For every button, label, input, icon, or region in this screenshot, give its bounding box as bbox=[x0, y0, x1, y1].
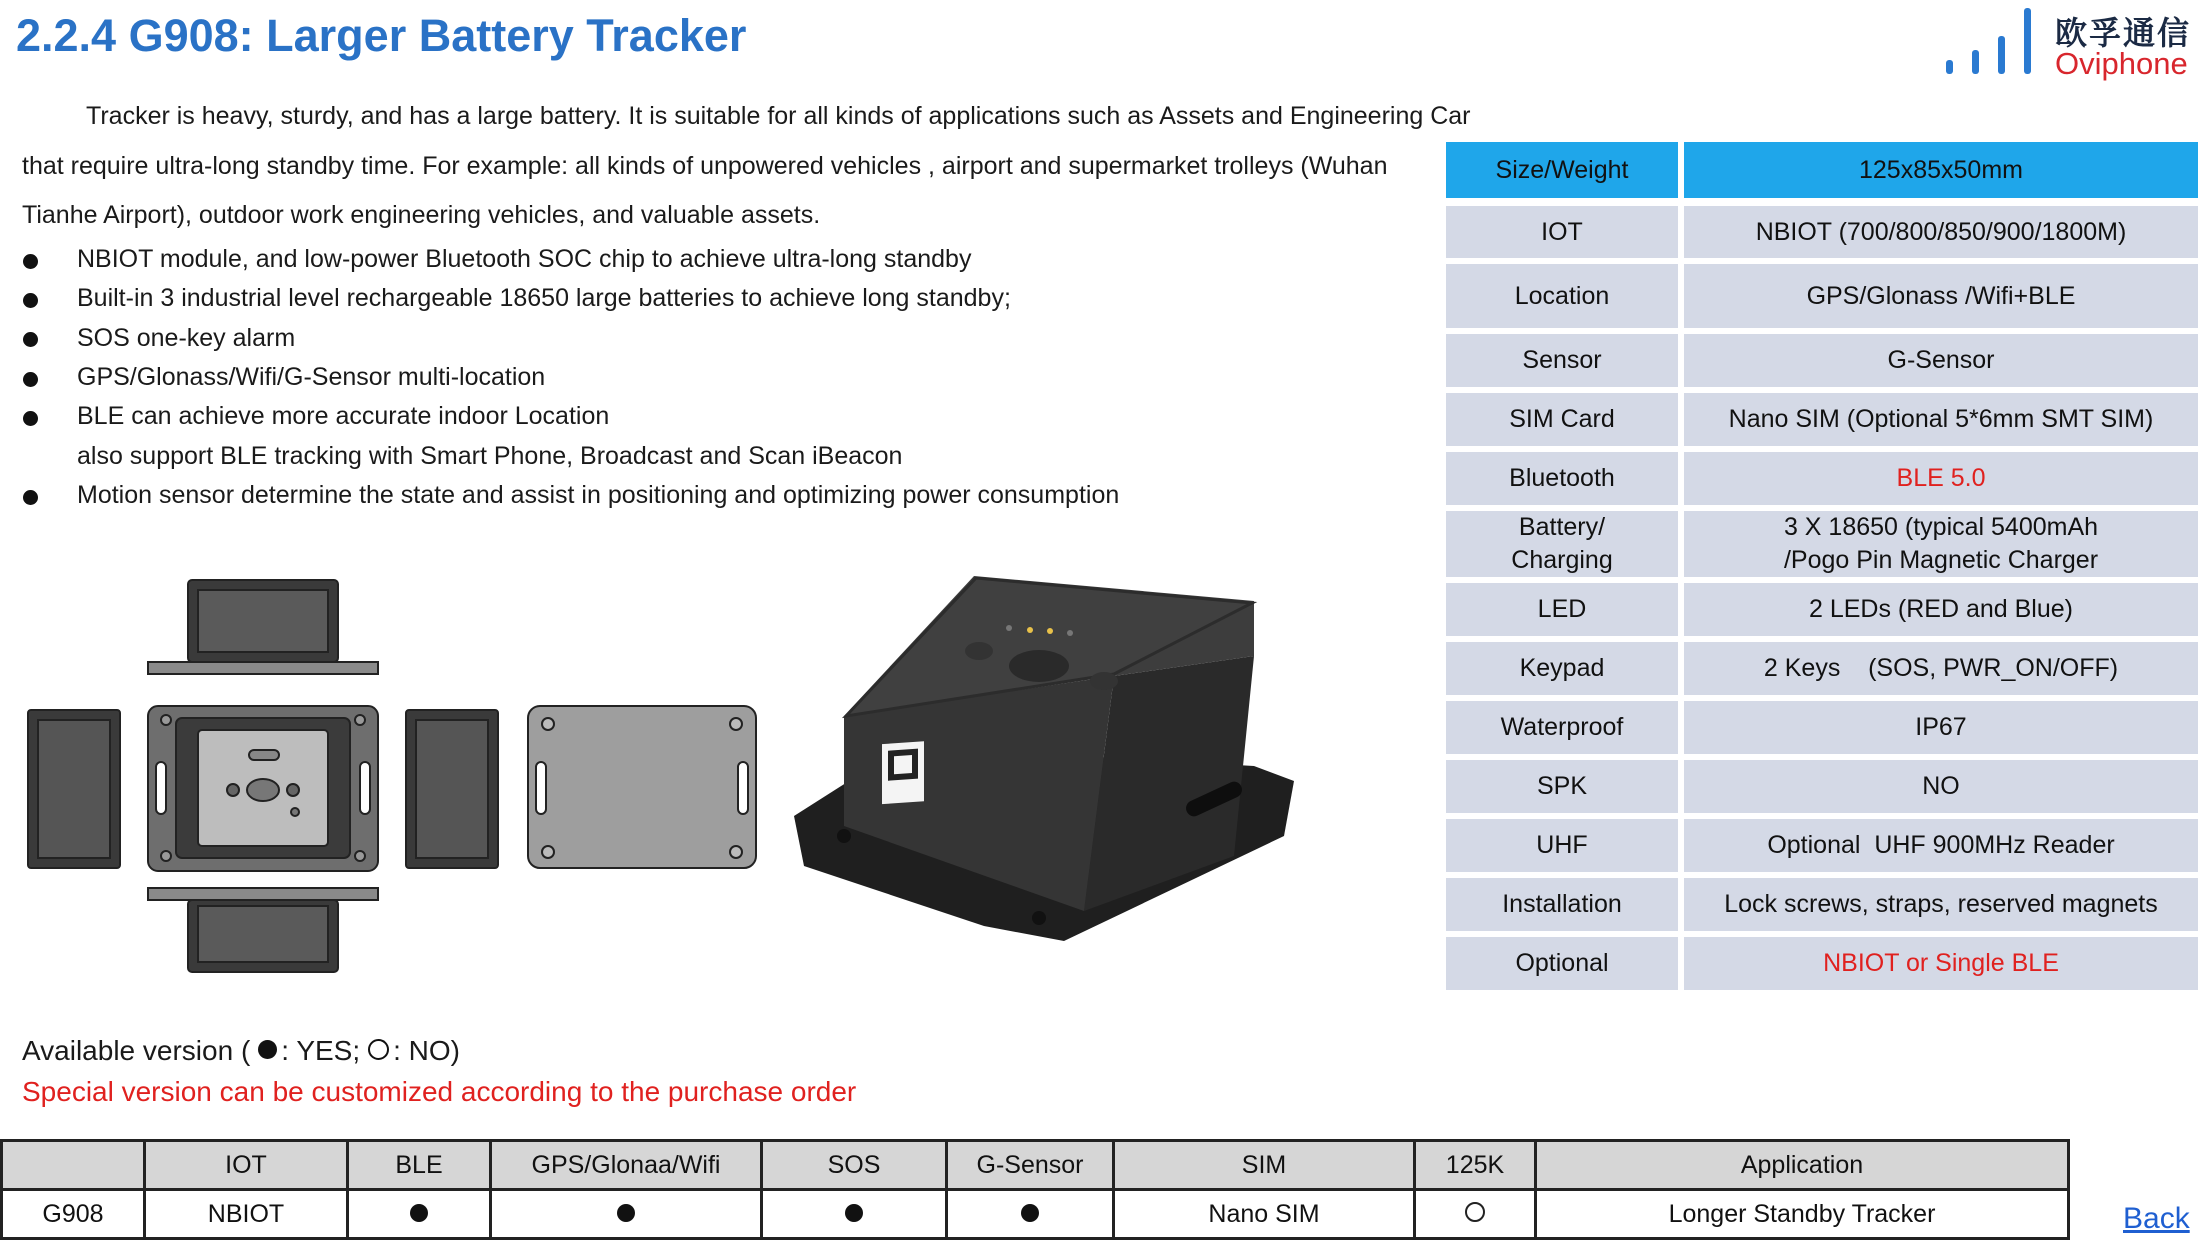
spec-row bbox=[1446, 819, 2198, 872]
spec-value: NO bbox=[1684, 760, 2198, 813]
device-front-view bbox=[148, 706, 378, 871]
k125-cell bbox=[1415, 1190, 1536, 1239]
legend-prefix: Available version ( bbox=[22, 1035, 251, 1066]
bullet-icon bbox=[23, 490, 38, 505]
spec-label: UHF bbox=[1446, 819, 1678, 872]
spec-row bbox=[1446, 393, 2198, 446]
special-version-note: Special version can be customized according to the purchase order bbox=[22, 1076, 857, 1107]
device-back-view bbox=[528, 706, 756, 868]
spec-value: BLE 5.0 bbox=[1684, 452, 2198, 505]
spec-row bbox=[1446, 937, 2198, 990]
spec-label: LED bbox=[1446, 583, 1678, 636]
spec-row bbox=[1446, 760, 2198, 813]
column-header: 125K bbox=[1415, 1141, 1536, 1190]
logo-english-name: Oviphone bbox=[2055, 46, 2188, 81]
model-cell: G908 bbox=[2, 1190, 145, 1239]
spec-value: Optional UHF 900MHz Reader bbox=[1684, 819, 2198, 872]
feature-item: BLE can achieve more accurate indoor Location bbox=[77, 402, 610, 430]
spec-value-line: /Pogo Pin Magnetic Charger bbox=[1783, 546, 2099, 574]
legend-no: : NO) bbox=[393, 1035, 461, 1066]
empty-circle-icon bbox=[1465, 1202, 1485, 1222]
version-table bbox=[0, 1139, 2070, 1240]
device-left-view bbox=[28, 710, 120, 868]
spec-label: Size/Weight bbox=[1446, 142, 1678, 198]
spec-row bbox=[1446, 701, 2198, 754]
spec-label: Installation bbox=[1446, 878, 1678, 931]
feature-item: Motion sensor determine the state and assist in positioning and optimizing power consumption bbox=[77, 481, 1120, 509]
sim-cell: Nano SIM bbox=[1114, 1190, 1415, 1239]
spec-value: 2 LEDs (RED and Blue) bbox=[1684, 583, 2198, 636]
device-product-photo bbox=[784, 566, 1304, 946]
oviphone-logo bbox=[1940, 6, 2196, 80]
ble-cell bbox=[348, 1190, 491, 1239]
version-table-header bbox=[2, 1141, 2069, 1190]
spec-value: IP67 bbox=[1684, 701, 2198, 754]
column-header: BLE bbox=[348, 1141, 491, 1190]
column-header: SOS bbox=[762, 1141, 947, 1190]
filled-circle-icon bbox=[410, 1204, 428, 1222]
spec-label: Waterproof bbox=[1446, 701, 1678, 754]
spec-row bbox=[1446, 583, 2198, 636]
description-line-3: Tianhe Airport), outdoor work engineering vehicles, and valuable assets. bbox=[22, 201, 821, 229]
table-row bbox=[2, 1190, 2069, 1239]
feature-item-continuation: also support BLE tracking with Smart Phone, Broadcast and Scan iBeacon bbox=[77, 442, 903, 470]
device-bottom-view bbox=[148, 888, 378, 972]
bullet-icon bbox=[23, 332, 38, 347]
spec-row bbox=[1446, 452, 2198, 505]
feature-item: Built-in 3 industrial level rechargeable 18650 large batteries to achieve long standby; bbox=[77, 284, 1011, 312]
description-line-1: Tracker is heavy, sturdy, and has a large battery. It is suitable for all kinds of applications such as Assets and Engineering Car bbox=[86, 102, 1471, 130]
column-header: SIM bbox=[1114, 1141, 1415, 1190]
legend-yes: : YES; bbox=[281, 1035, 361, 1066]
empty-circle-icon bbox=[368, 1039, 389, 1060]
spec-label: Bluetooth bbox=[1446, 452, 1678, 505]
spec-label-line: Charging bbox=[1511, 546, 1613, 574]
spec-value bbox=[1684, 511, 2198, 577]
bullet-icon bbox=[23, 293, 38, 308]
gsensor-cell bbox=[947, 1190, 1114, 1239]
iot-cell: NBIOT bbox=[145, 1190, 348, 1239]
filled-circle-icon bbox=[845, 1204, 863, 1222]
spec-label: Keypad bbox=[1446, 642, 1678, 695]
spec-value: Nano SIM (Optional 5*6mm SMT SIM) bbox=[1684, 393, 2198, 446]
device-right-view bbox=[406, 710, 498, 868]
filled-circle-icon bbox=[617, 1204, 635, 1222]
availability-legend bbox=[22, 1035, 460, 1067]
column-header: Application bbox=[1536, 1141, 2069, 1190]
spec-label-line: Battery/ bbox=[1518, 513, 1606, 541]
spec-row bbox=[1446, 878, 2198, 931]
spec-row bbox=[1446, 264, 2198, 328]
spec-value: 2 Keys (SOS, PWR_ON/OFF) bbox=[1684, 642, 2198, 695]
bullet-icon bbox=[23, 372, 38, 387]
spec-row bbox=[1446, 142, 2198, 198]
spec-label: Location bbox=[1446, 264, 1678, 328]
gps-cell bbox=[491, 1190, 762, 1239]
spec-row bbox=[1446, 511, 2198, 577]
feature-item: SOS one-key alarm bbox=[77, 324, 296, 352]
spec-value: Lock screws, straps, reserved magnets bbox=[1684, 878, 2198, 931]
filled-circle-icon bbox=[258, 1040, 277, 1059]
spec-label: Sensor bbox=[1446, 334, 1678, 387]
filled-circle-icon bbox=[1021, 1204, 1039, 1222]
feature-item: NBIOT module, and low-power Bluetooth SOC chip to achieve ultra-long standby bbox=[77, 245, 972, 273]
spec-value: GPS/Glonass /Wifi+BLE bbox=[1684, 264, 2198, 328]
device-top-view bbox=[148, 580, 378, 674]
spec-value: 125x85x50mm bbox=[1684, 142, 2198, 198]
bullet-icon bbox=[23, 254, 38, 269]
spec-value: NBIOT or Single BLE bbox=[1684, 937, 2198, 990]
logo-chinese-name: 欧孚通信 bbox=[2055, 14, 2192, 52]
spec-value-line: 3 X 18650 (typical 5400mAh bbox=[1783, 513, 2099, 541]
spec-label: IOT bbox=[1446, 206, 1678, 258]
spec-row bbox=[1446, 206, 2198, 258]
column-header: G-Sensor bbox=[947, 1141, 1114, 1190]
spec-label: Optional bbox=[1446, 937, 1678, 990]
device-orthographic-diagram bbox=[20, 570, 760, 980]
bullet-icon bbox=[23, 411, 38, 426]
spec-label bbox=[1446, 511, 1678, 577]
feature-item: GPS/Glonass/Wifi/G-Sensor multi-location bbox=[77, 363, 546, 391]
spec-value: NBIOT (700/800/850/900/1800M) bbox=[1684, 206, 2198, 258]
column-header: IOT bbox=[145, 1141, 348, 1190]
spec-row bbox=[1446, 334, 2198, 387]
page-title: 2.2.4 G908: Larger Battery Tracker bbox=[16, 10, 747, 61]
back-link[interactable]: Back bbox=[2123, 1202, 2190, 1235]
spec-label: SIM Card bbox=[1446, 393, 1678, 446]
sos-cell bbox=[762, 1190, 947, 1239]
column-header bbox=[2, 1141, 145, 1190]
spec-row bbox=[1446, 642, 2198, 695]
application-cell: Longer Standby Tracker bbox=[1536, 1190, 2069, 1239]
description-line-2: that require ultra-long standby time. For example: all kinds of unpowered vehicles , airport and supermarket trolleys (Wuhan bbox=[22, 152, 1388, 180]
spec-value: G-Sensor bbox=[1684, 334, 2198, 387]
column-header: GPS/Glonaa/Wifi bbox=[491, 1141, 762, 1190]
spec-label: SPK bbox=[1446, 760, 1678, 813]
